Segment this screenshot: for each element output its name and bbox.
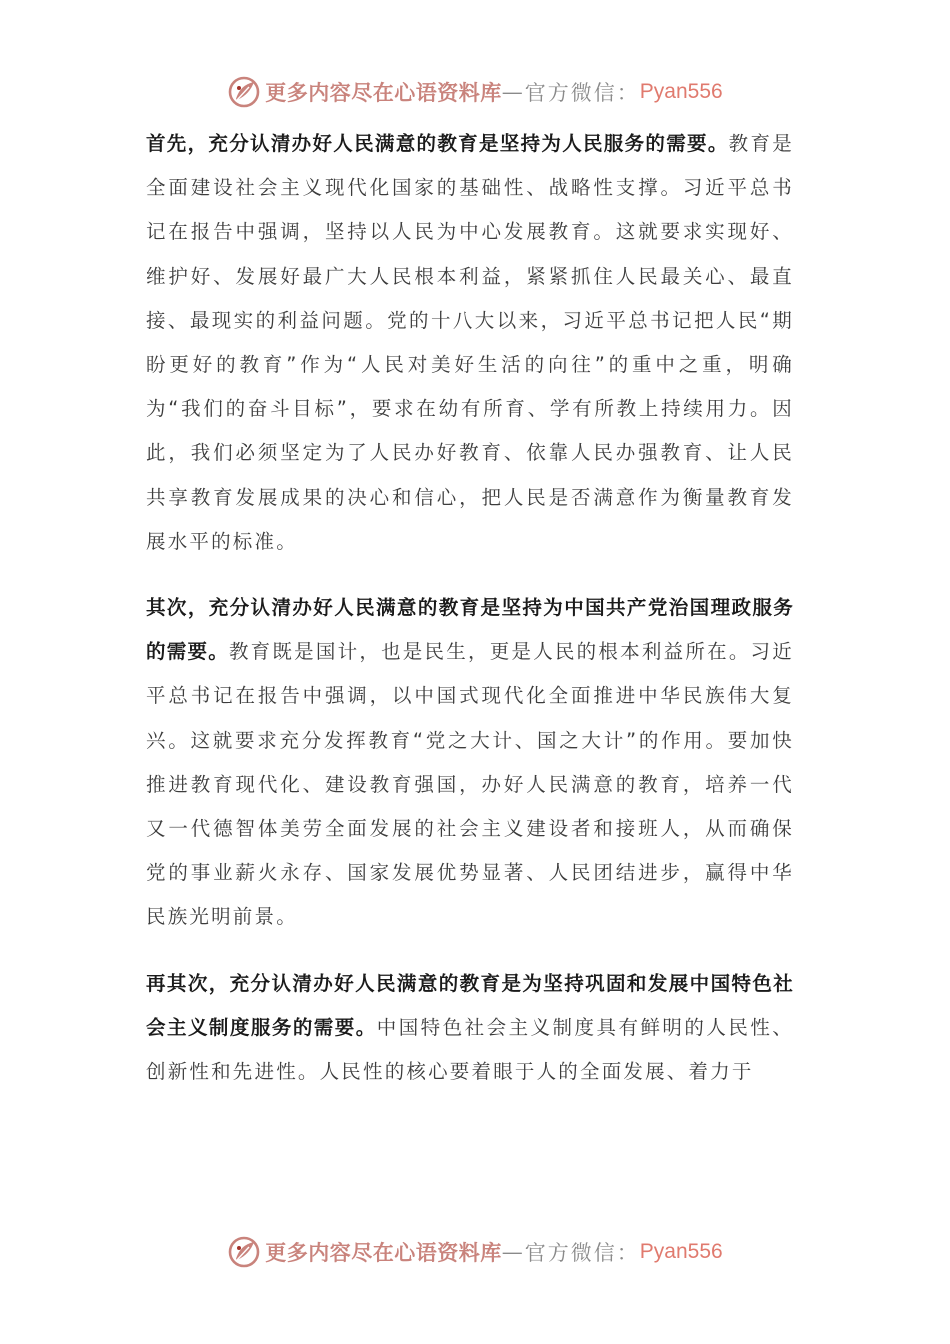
paragraph-2 xyxy=(146,586,794,940)
paragraph-3 xyxy=(146,962,794,1095)
document-body xyxy=(146,122,794,1116)
leaf-seal-icon xyxy=(227,75,261,109)
header-separator: — xyxy=(501,80,525,104)
footer-banner xyxy=(0,1232,950,1272)
leaf-seal-icon xyxy=(227,1235,261,1269)
paragraph-1 xyxy=(146,122,794,564)
header-wechat-id: Pyan556 xyxy=(639,80,723,103)
footer-brand-text: 更多内容尽在心语资料库 xyxy=(265,1240,502,1265)
paragraph-3-body: 中国特色社会主义制度具有鲜明的人民性、创新性和先进性。人民性的核心要着眼于人的全面发展、着力于 xyxy=(146,1015,794,1084)
paragraph-3-lead: 再其次，充分认清办好人民满意的教育是为坚持巩固和发展中国特色社会主义制度服务的需要。 xyxy=(146,971,794,1039)
paragraph-2-lead: 其次，充分认清办好人民满意的教育是坚持为中国共产党治国理政服务的需要。 xyxy=(146,596,794,664)
paragraph-1-body: 教育是全面建设社会主义现代化国家的基础性、战略性支撑。习近平总书记在报告中强调，坚持以人民为中心发展教育。这就要求实现好、维护好、发展好最广大人民根本利益，紧紧抓住人民最关心、最直接、最现实的利益问题。党的十八大以来，习近平总书记把人民“期盼更好的教育”作为“人民对美好生活的向往”的重中之重，明确为“我们的奋斗目标”，要求在幼有所育、学有所教上持续用力。因此，我们必须坚定为了人民办好教育、依靠人民办强教育、让人民共享教育发展成果的决心和信心，把人民是否满意作为衡量教育发展水平的标准。 xyxy=(146,132,794,553)
footer-separator: — xyxy=(501,1240,525,1264)
header-banner xyxy=(0,72,950,112)
footer-wechat-id: Pyan556 xyxy=(639,1240,723,1263)
paragraph-2-body: 教育既是国计，也是民生，更是人民的根本利益所在。习近平总书记在报告中强调，以中国式现代化全面推进中华民族伟大复兴。这就要求充分发挥教育“党之大计、国之大计”的作用。要加快推进教育现代化、建设教育强国，办好人民满意的教育，培养一代又一代德智体美劳全面发展的社会主义建设者和接班人，从而确保党的事业薪火永存、国家发展优势显著、人民团结进步，赢得中华民族光明前景。 xyxy=(146,640,794,929)
header-brand-text: 更多内容尽在心语资料库 xyxy=(265,80,502,105)
footer-wechat-label: 官方微信： xyxy=(524,1241,640,1265)
header-wechat-label: 官方微信： xyxy=(524,81,640,105)
paragraph-1-lead: 首先，充分认清办好人民满意的教育是坚持为人民服务的需要。 xyxy=(146,132,729,155)
